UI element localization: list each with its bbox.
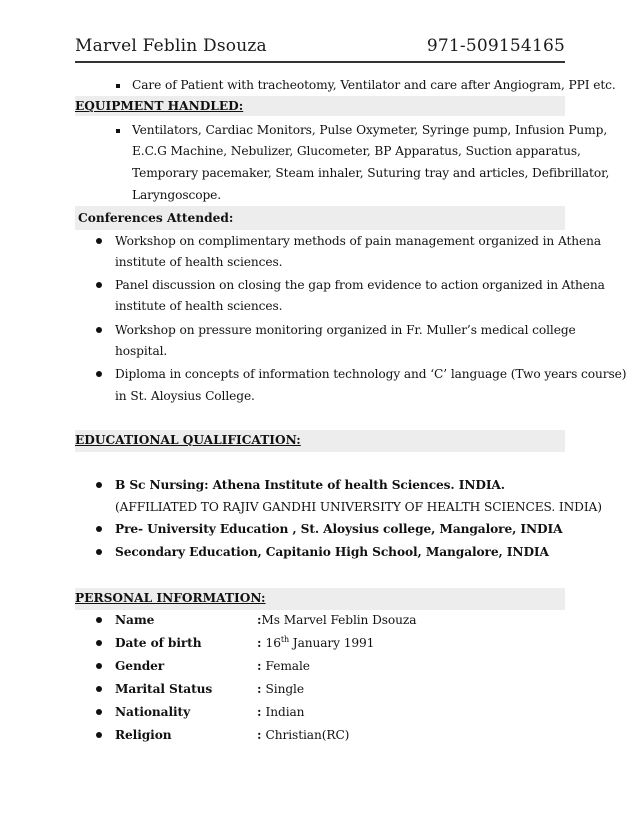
value-text: Female [265, 659, 310, 673]
bullet-icon [96, 709, 102, 715]
bullet-icon [96, 282, 102, 288]
square-bullet-icon [116, 84, 120, 88]
personal-value [257, 659, 310, 673]
equipment-line: Ventilators, Cardiac Monitors, Pulse Oxymeter, Syringe pump, Infusion Pump, [132, 123, 608, 137]
equipment-line: Temporary pacemaker, Steam inhaler, Suturing tray and articles, Defibrillator, [132, 166, 610, 180]
separator: : [257, 705, 266, 719]
value-text: Christian(RC) [265, 728, 350, 742]
value-text: Ms Marvel Feblin Dsouza [261, 613, 417, 627]
personal-label: Date of birth [115, 636, 202, 650]
bullet-icon [96, 686, 102, 692]
personal-value [257, 682, 304, 696]
header-phone: 971-509154165 [426, 36, 565, 56]
personal-label: Name [115, 613, 155, 627]
separator: : [257, 636, 266, 650]
conference-item-line2: in St. Aloysius College. [115, 389, 255, 403]
personal-label: Religion [115, 728, 172, 742]
header-rule [75, 61, 565, 63]
bullet-icon [96, 549, 102, 555]
value-day: 16 [265, 636, 281, 650]
equipment-line: Laryngoscope. [132, 188, 222, 202]
education-item-line1: Pre- University Education , St. Aloysius college, Mangalore, INDIA [115, 522, 563, 536]
personal-label: Marital Status [115, 682, 213, 696]
conference-item-line2: institute of health sciences. [115, 255, 283, 269]
personal-value [257, 705, 304, 719]
bullet-icon [96, 238, 102, 244]
conference-item-line1: Workshop on pressure monitoring organized in Fr. Muller’s medical college [115, 323, 576, 337]
personal-value [257, 613, 416, 627]
bullet-icon [96, 732, 102, 738]
education-heading: EDUCATIONAL QUALIFICATION: [75, 433, 301, 447]
personal-heading: PERSONAL INFORMATION: [75, 591, 266, 605]
conference-item-line2: institute of health sciences. [115, 299, 283, 313]
top-item-text: Care of Patient with tracheotomy, Ventilator and care after Angiogram, PPI etc. [132, 78, 616, 92]
value-text: Indian [265, 705, 305, 719]
separator: : [257, 613, 262, 627]
bullet-icon [96, 663, 102, 669]
separator: : [257, 728, 266, 742]
bullet-icon [96, 640, 102, 646]
header-name: Marvel Feblin Dsouza [75, 36, 267, 56]
value-ordinal: th [280, 634, 290, 644]
education-item-line1: B Sc Nursing: Athena Institute of health Sciences. INDIA. [115, 478, 505, 492]
value-text: Single [265, 682, 304, 696]
conference-item-line2: hospital. [115, 344, 168, 358]
conferences-heading: Conferences Attended: [78, 211, 234, 225]
square-bullet-icon [116, 129, 120, 133]
conference-item-line1: Diploma in concepts of information technology and ‘C’ language (Two years course) [115, 367, 627, 381]
bullet-icon [96, 327, 102, 333]
value-text: January 1991 [289, 636, 375, 650]
conference-item-line1: Panel discussion on closing the gap from evidence to action organized in Athena [115, 278, 605, 292]
education-item-line1: Secondary Education, Capitanio High School, Mangalore, INDIA [115, 545, 549, 559]
bullet-icon [96, 526, 102, 532]
personal-label: Gender [115, 659, 165, 673]
separator: : [257, 659, 266, 673]
personal-value [257, 636, 374, 650]
bullet-icon [96, 482, 102, 488]
personal-value [257, 728, 349, 742]
education-item-line2: (AFFILIATED TO RAJIV GANDHI UNIVERSITY OF HEALTH SCIENCES. INDIA) [115, 500, 602, 514]
personal-label: Nationality [115, 705, 191, 719]
bullet-icon [96, 617, 102, 623]
page-header [75, 36, 565, 56]
bullet-icon [96, 371, 102, 377]
separator: : [257, 682, 266, 696]
equipment-heading: EQUIPMENT HANDLED: [75, 99, 244, 113]
equipment-line: E.C.G Machine, Nebulizer, Glucometer, BP Apparatus, Suction apparatus, [132, 144, 581, 158]
conference-item-line1: Workshop on complimentary methods of pain management organized in Athena [115, 234, 602, 248]
